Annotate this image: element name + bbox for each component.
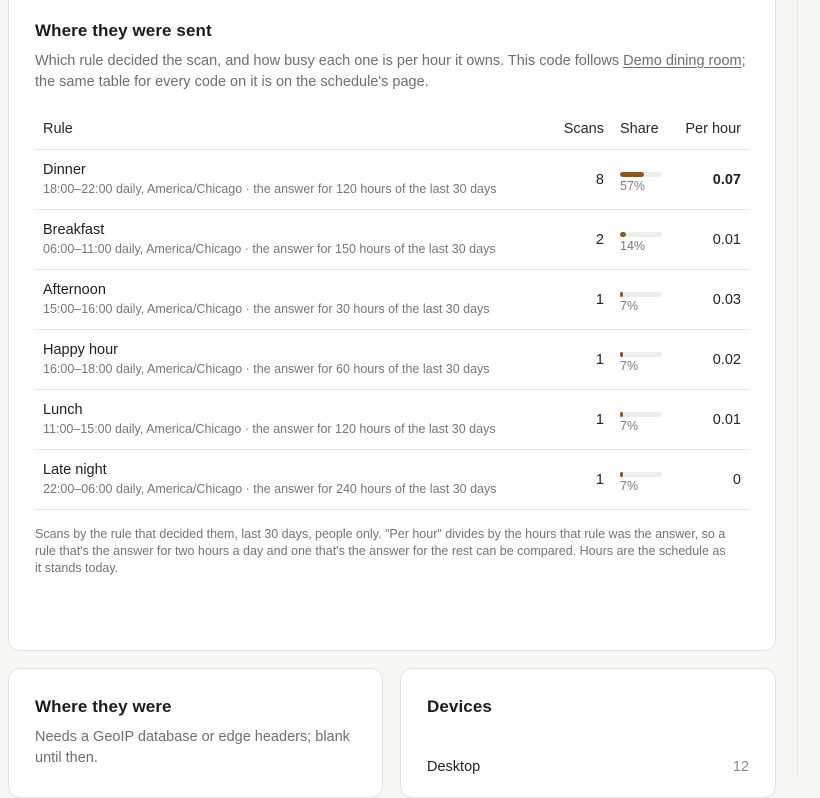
page-divider bbox=[797, 0, 798, 777]
rule-cell bbox=[35, 390, 552, 450]
share-bar-track bbox=[620, 172, 662, 177]
rules-footnote: Scans by the rule that decided them, last 30 days, people only. "Per hour" divides by the hours that rule was the answer, so a rule that's the answer for two hours a day and one that's the answer for the rest can be compared. Hours are the schedule as it stands today. bbox=[35, 527, 726, 575]
rule-detail: 06:00–11:00 daily, America/Chicago · the answer for 150 hours of the last 30 days bbox=[43, 242, 496, 256]
rule-detail: 11:00–15:00 daily, America/Chicago · the answer for 120 hours of the last 30 days bbox=[43, 422, 496, 436]
share-label: 57% bbox=[620, 179, 646, 193]
share-bar-fill bbox=[620, 292, 623, 297]
share-label: 7% bbox=[620, 359, 639, 373]
table-row bbox=[35, 330, 749, 390]
rule-name: Afternoon bbox=[43, 282, 106, 298]
share-bar-track bbox=[620, 472, 662, 477]
rules-table bbox=[35, 121, 749, 510]
where-they-were-card bbox=[8, 668, 383, 798]
device-row bbox=[427, 759, 749, 775]
where-they-were-title: Where they were bbox=[35, 697, 172, 716]
rules-table-header bbox=[35, 121, 749, 150]
where-sent-description bbox=[35, 51, 749, 93]
per-hour-cell: 0.03 bbox=[674, 270, 749, 330]
table-row bbox=[35, 270, 749, 330]
table-row bbox=[35, 210, 749, 270]
share-cell bbox=[612, 150, 674, 210]
rule-detail: 15:00–16:00 daily, America/Chicago · the answer for 30 hours of the last 30 days bbox=[43, 302, 490, 316]
device-count: 12 bbox=[732, 759, 749, 775]
devices-title: Devices bbox=[427, 697, 492, 716]
share-bar-track bbox=[620, 232, 662, 237]
col-header-scans: Scans bbox=[552, 121, 612, 150]
rule-detail: 16:00–18:00 daily, America/Chicago · the answer for 60 hours of the last 30 days bbox=[43, 362, 490, 376]
rule-name: Lunch bbox=[43, 402, 83, 418]
scans-cell: 1 bbox=[552, 270, 612, 330]
per-hour-cell: 0.01 bbox=[674, 390, 749, 450]
device-label: Desktop bbox=[427, 759, 481, 775]
share-cell bbox=[612, 210, 674, 270]
share-label: 7% bbox=[620, 299, 639, 313]
share-bar-track bbox=[620, 292, 662, 297]
scans-cell: 1 bbox=[552, 450, 612, 510]
table-row bbox=[35, 150, 749, 210]
share-label: 14% bbox=[620, 239, 646, 253]
share-bar-fill bbox=[620, 232, 626, 237]
rule-cell bbox=[35, 330, 552, 390]
share-bar-fill bbox=[620, 472, 623, 477]
share-bar-fill bbox=[620, 412, 623, 417]
rule-name: Happy hour bbox=[43, 342, 118, 358]
table-row bbox=[35, 390, 749, 450]
desc-text-after: ; the same table for every code on it is on the schedule's page. bbox=[35, 53, 746, 90]
rule-name: Dinner bbox=[43, 162, 86, 178]
per-hour-cell: 0.02 bbox=[674, 330, 749, 390]
share-bar-fill bbox=[620, 172, 644, 177]
share-bar-track bbox=[620, 352, 662, 357]
share-bar-fill bbox=[620, 352, 623, 357]
col-header-share: Share bbox=[612, 121, 674, 150]
rule-name: Late night bbox=[43, 462, 107, 478]
scans-cell: 1 bbox=[552, 390, 612, 450]
rule-cell bbox=[35, 150, 552, 210]
rule-cell bbox=[35, 450, 552, 510]
desc-text-before: Which rule decided the scan, and how busy each one is per hour it owns. This code follows bbox=[35, 53, 624, 69]
rule-detail: 18:00–22:00 daily, America/Chicago · the answer for 120 hours of the last 30 days bbox=[43, 182, 497, 196]
share-bar-track bbox=[620, 412, 662, 417]
scans-cell: 1 bbox=[552, 330, 612, 390]
where-they-were-description: Needs a GeoIP database or edge headers; blank until then. bbox=[35, 729, 350, 766]
col-header-rule: Rule bbox=[35, 121, 552, 150]
per-hour-cell: 0.07 bbox=[674, 150, 749, 210]
rule-cell bbox=[35, 210, 552, 270]
share-cell bbox=[612, 450, 674, 510]
scans-cell: 8 bbox=[552, 150, 612, 210]
share-cell bbox=[612, 390, 674, 450]
per-hour-cell: 0.01 bbox=[674, 210, 749, 270]
per-hour-cell: 0 bbox=[674, 450, 749, 510]
table-row bbox=[35, 450, 749, 510]
rule-cell bbox=[35, 270, 552, 330]
rule-detail: 22:00–06:00 daily, America/Chicago · the answer for 240 hours of the last 30 days bbox=[43, 482, 497, 496]
where-sent-title: Where they were sent bbox=[35, 21, 212, 40]
share-label: 7% bbox=[620, 419, 639, 433]
share-label: 7% bbox=[620, 479, 639, 493]
rule-name: Breakfast bbox=[43, 222, 105, 238]
share-cell bbox=[612, 330, 674, 390]
devices-card bbox=[400, 668, 776, 798]
where-sent-card bbox=[8, 0, 776, 651]
scans-cell: 2 bbox=[552, 210, 612, 270]
share-cell bbox=[612, 270, 674, 330]
col-header-per-hour: Per hour bbox=[674, 121, 749, 150]
schedule-link[interactable]: Demo dining room bbox=[623, 53, 742, 69]
